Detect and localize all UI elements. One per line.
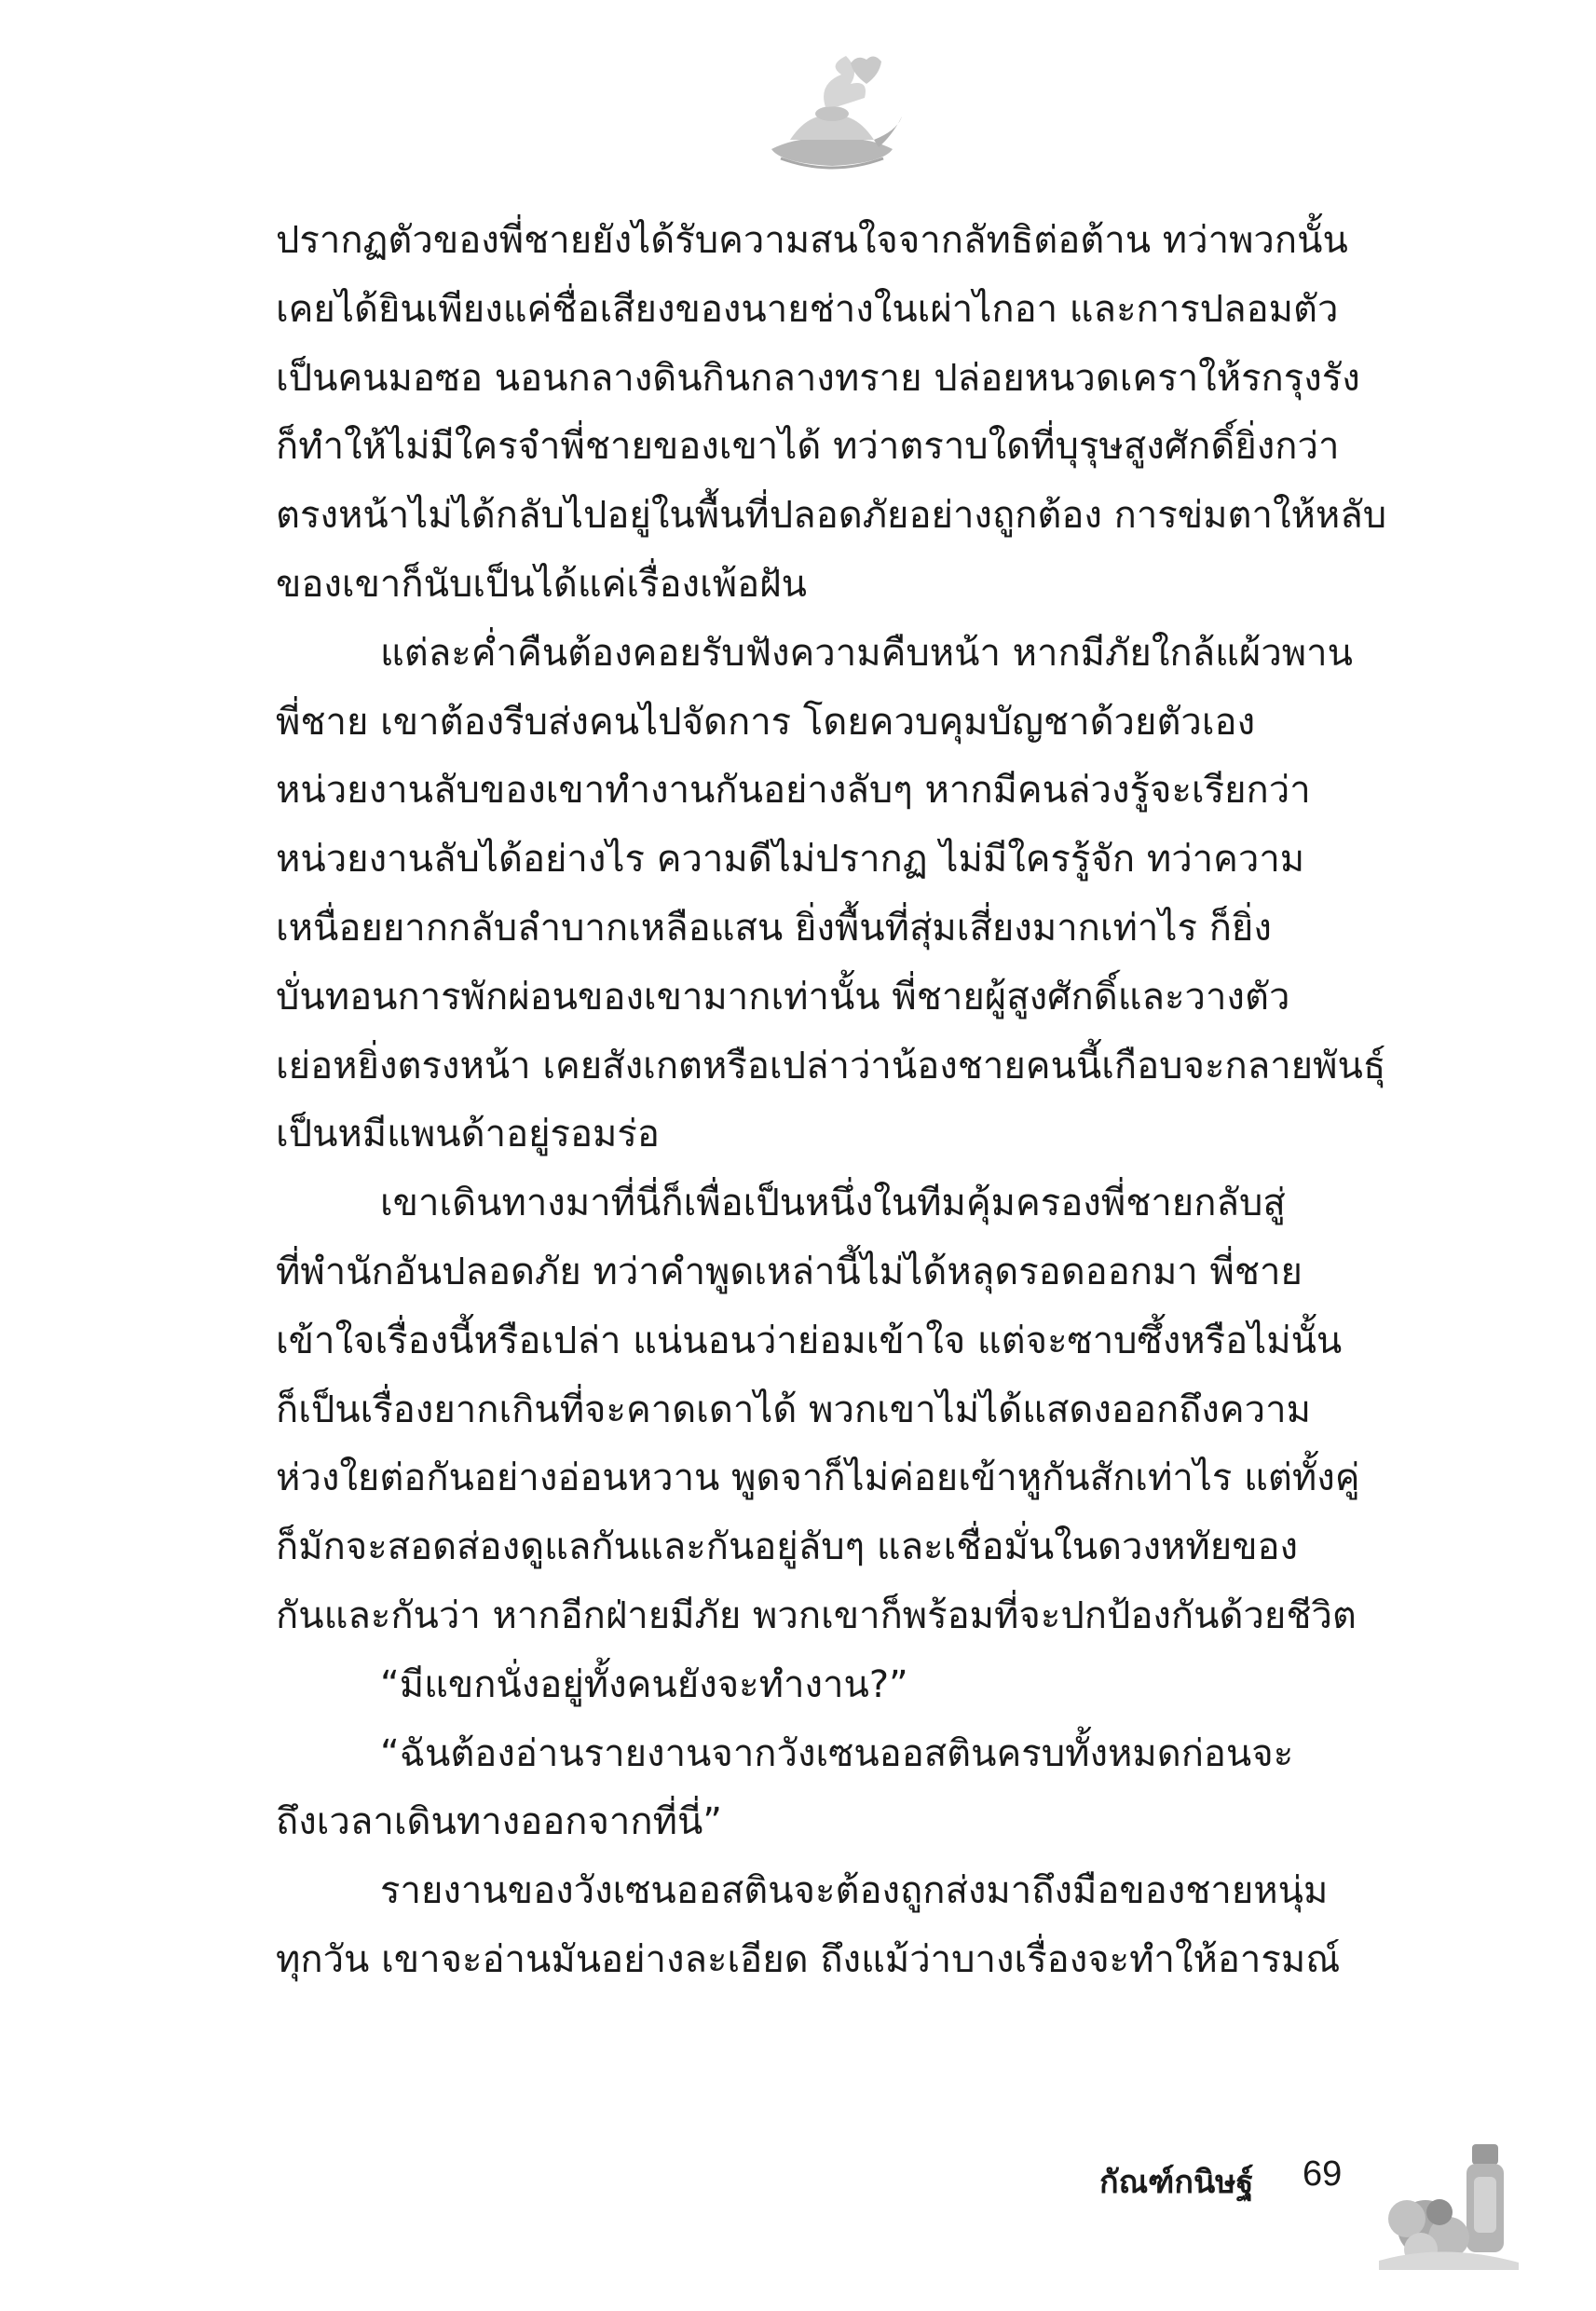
text-line: บั่นทอนการพักผ่อนของเขามากเท่านั้น พี่ชายผู้สูงศักดิ์และวางตัว	[276, 975, 1290, 1019]
text-line: กันและกันว่า หากอีกฝ่ายมีภัย พวกเขาก็พร้อมที่จะปกป้องกันด้วยชีวิต	[276, 1593, 1357, 1637]
page-footer	[1099, 2130, 1565, 2270]
text-line: ที่พำนักอันปลอดภัย ทว่าคำพูดเหล่านี้ไม่ได้หลุดรอดออกมา พี่ชาย	[276, 1250, 1303, 1293]
text-line: ถึงเวลาเดินทางออกจากที่นี่”	[276, 1800, 723, 1844]
text-line: ปรากฏตัวของพี่ชายยังได้รับความสนใจจากลัทธิต่อต้าน ทว่าพวกนั้น	[276, 219, 1348, 262]
text-line: ก็มักจะสอดส่องดูแลกันและกันอยู่ลับๆ และเชื่อมั่นในดวงหทัยของ	[276, 1525, 1299, 1569]
text-line: ห่วงใยต่อกันอย่างอ่อนหวาน พูดจาก็ไม่ค่อยเข้าหูกันสักเท่าไร แต่ทั้งคู่	[276, 1456, 1360, 1500]
text-line: หน่วยงานลับได้อย่างไร ความดีไม่ปรากฏ ไม่มีใครรู้จัก ทว่าความ	[276, 838, 1305, 882]
dialogue-line: “ฉันต้องอ่านรายงานจากวังเซนออสตินครบทั้งหมดก่อนจะ	[380, 1731, 1294, 1775]
paragraph-start-line: เขาเดินทางมาที่นี่ก็เพื่อเป็นหนึ่งในทีมคุ้มครองพี่ชายกลับสู่	[380, 1182, 1286, 1225]
text-line: หน่วยงานลับของเขาทำงานกันอย่างลับๆ หากมีคนล่วงรู้จะเรียกว่า	[276, 769, 1311, 813]
text-line: เข้าใจเรื่องนี้หรือเปล่า แน่นอนว่าย่อมเข้าใจ แต่จะซาบซึ้งหรือไม่นั้น	[276, 1319, 1343, 1362]
text-line: ทุกวัน เขาจะอ่านมันอย่างละเอียด ถึงแม้ว่าบางเรื่องจะทำให้อารมณ์	[276, 1937, 1341, 1981]
text-line: ของเขาก็นับเป็นได้แค่เรื่องเพ้อฝัน	[276, 562, 807, 606]
body-text	[276, 207, 1403, 1995]
book-title: กัณฑ์กนิษฐ์	[1099, 2164, 1254, 2201]
text-line: เคยได้ยินเพียงแค่ชื่อเสียงของนายช่างในเผ่าไกอา และการปลอมตัว	[276, 287, 1339, 331]
text-line: ตรงหน้าไม่ได้กลับไปอยู่ในพื้นที่ปลอดภัยอย่างถูกต้อง การข่มตาให้หลับ	[276, 494, 1387, 538]
genie-lamp-icon	[753, 47, 911, 177]
paragraph-start-line: แต่ละค่ำคืนต้องคอยรับฟังความคืบหน้า หากมีภัยใกล้แผ้วพาน	[380, 631, 1353, 675]
text-line: ก็ทำให้ไม่มีใครจำพี่ชายของเขาได้ ทว่าตราบใดที่บุรุษสูงศักดิ์ยิ่งกว่า	[276, 425, 1340, 469]
page-number: 69	[1303, 2154, 1343, 2194]
perfume-bottle-flowers-icon	[1370, 2130, 1528, 2270]
dialogue-line: “มีแขกนั่งอยู่ทั้งคนยังจะทำงาน?”	[380, 1662, 908, 1706]
text-line: ก็เป็นเรื่องยากเกินที่จะคาดเดาได้ พวกเขาไม่ได้แสดงออกถึงความ	[276, 1388, 1311, 1431]
paragraph-start-line: รายงานของวังเซนออสตินจะต้องถูกส่งมาถึงมือของชายหนุ่ม	[380, 1869, 1329, 1913]
text-line: เป็นหมีแพนด้าอยู่รอมร่อ	[276, 1113, 660, 1156]
text-line: พี่ชาย เขาต้องรีบส่งคนไปจัดการ โดยควบคุมบัญชาด้วยตัวเอง	[276, 700, 1256, 744]
text-line: เหนื่อยยากกลับลำบากเหลือแสน ยิ่งพื้นที่สุ่มเสี่ยงมากเท่าไร ก็ยิ่ง	[276, 906, 1272, 950]
text-line: เป็นคนมอซอ นอนกลางดินกินกลางทราย ปล่อยหนวดเคราให้รกรุงรัง	[276, 356, 1360, 400]
text-line: เย่อหยิ่งตรงหน้า เคยสังเกตหรือเปล่าว่าน้องชายคนนี้เกือบจะกลายพันธุ์	[276, 1044, 1386, 1087]
